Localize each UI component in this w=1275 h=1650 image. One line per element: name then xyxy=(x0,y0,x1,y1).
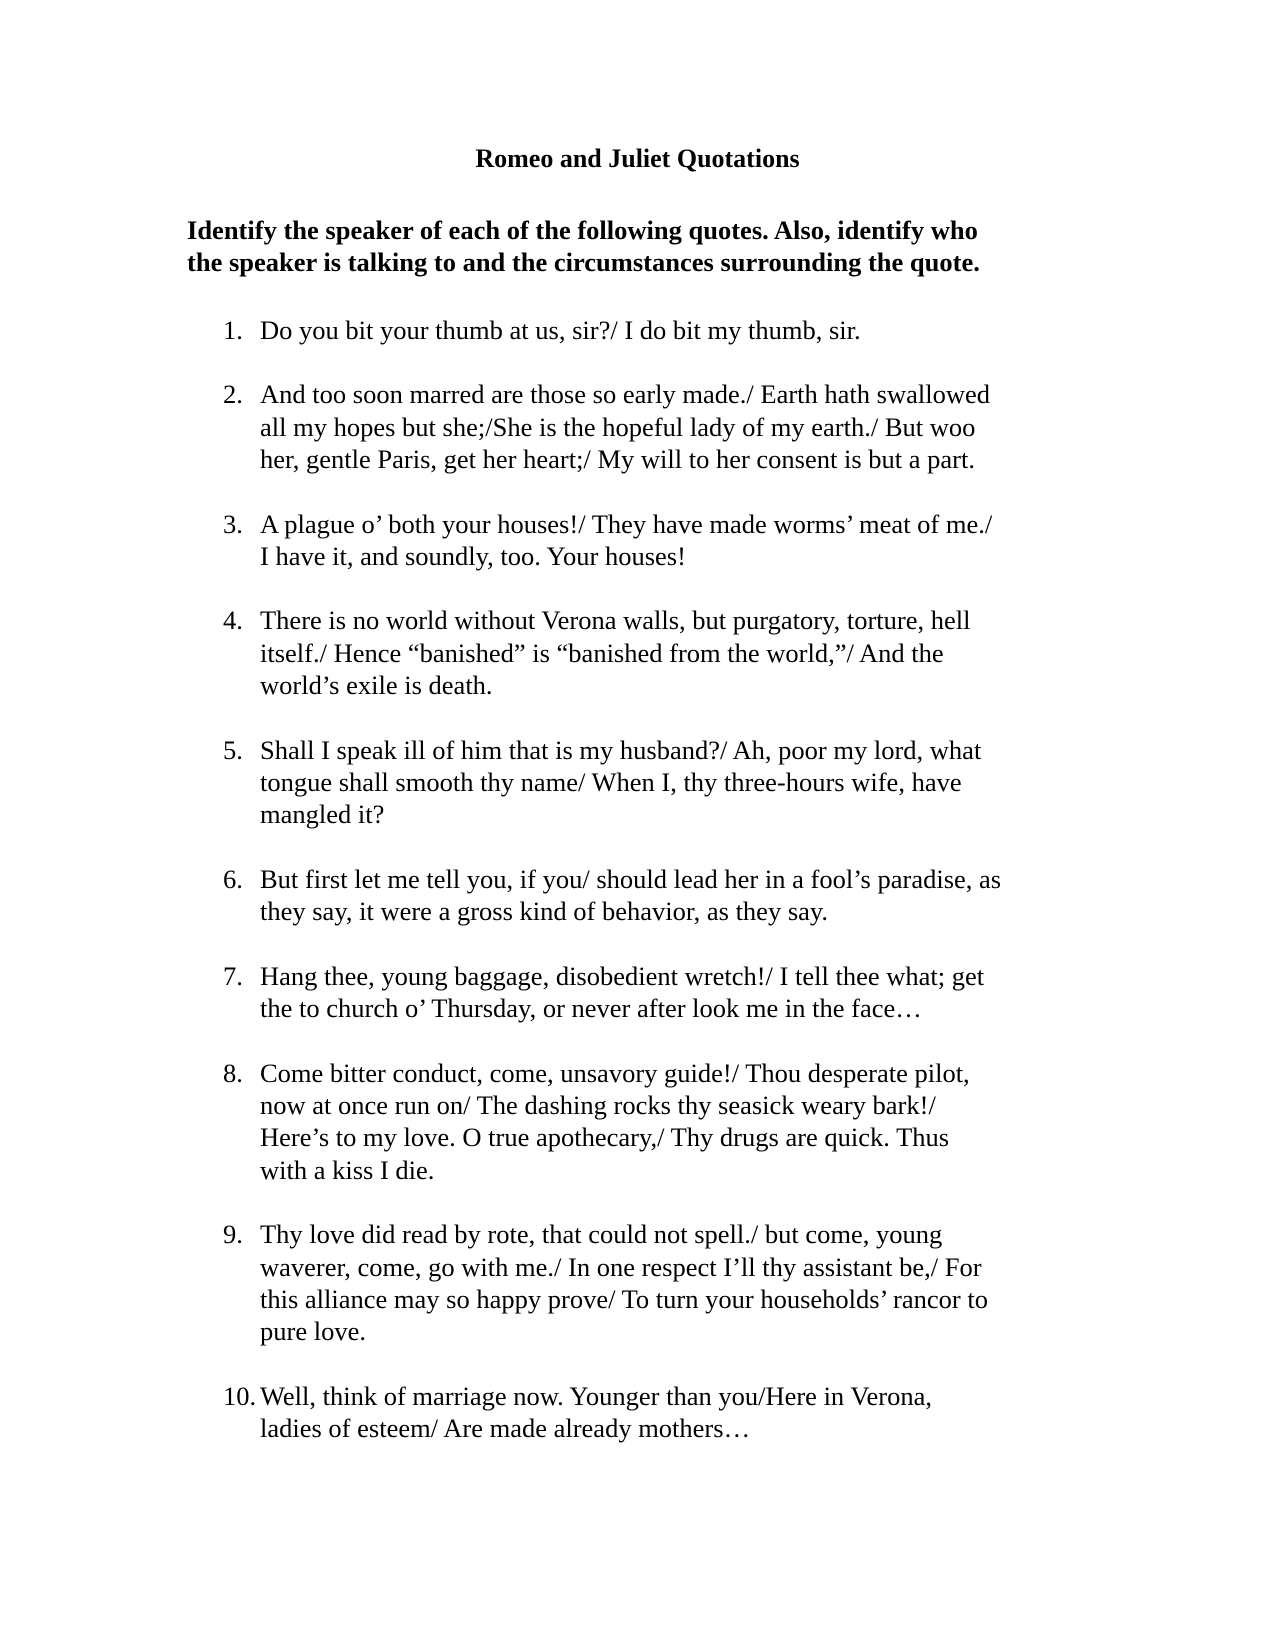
quote-line: mangled it? xyxy=(260,799,385,830)
instructions xyxy=(187,214,1087,278)
quote-line: world’s exile is death. xyxy=(260,670,493,701)
quote-line: Shall I speak ill of him that is my husband?/ Ah, poor my lord, what xyxy=(260,734,982,765)
quote-item xyxy=(0,1218,1060,1348)
quote-number: 3. xyxy=(223,508,243,539)
quote-item xyxy=(0,1057,1060,1187)
quote-text xyxy=(260,863,1060,928)
instructions-line: the speaker is talking to and the circumstances surrounding the quote. xyxy=(187,247,980,277)
quote-line: tongue shall smooth thy name/ When I, thy three-hours wife, have xyxy=(260,767,962,798)
quote-line: I have it, and soundly, too. Your houses! xyxy=(260,541,686,572)
quote-line: There is no world without Verona walls, but purgatory, torture, hell xyxy=(260,605,971,636)
quote-item xyxy=(0,863,1060,928)
quote-number: 7. xyxy=(223,960,243,991)
quote-line: And too soon marred are those so early made./ Earth hath swallowed xyxy=(260,379,991,410)
quote-line: waverer, come, go with me./ In one respect I’ll thy assistant be,/ For xyxy=(260,1251,982,1282)
quote-number: 4. xyxy=(223,605,243,636)
quote-line: Here’s to my love. O true apothecary,/ Thy drugs are quick. Thus xyxy=(260,1122,950,1153)
quote-line: itself./ Hence “banished” is “banished from the world,”/ And the xyxy=(260,637,944,668)
quote-line: with a kiss I die. xyxy=(260,1154,435,1185)
quote-line: Do you bit your thumb at us, sir?/ I do bit my thumb, sir. xyxy=(260,315,861,345)
quote-item xyxy=(0,604,1060,701)
quote-item xyxy=(0,314,1060,346)
quote-text xyxy=(260,314,1060,346)
quote-number: 6. xyxy=(223,863,243,894)
quote-number: 5. xyxy=(223,734,243,765)
quote-text xyxy=(260,1218,1060,1348)
quote-line: pure love. xyxy=(260,1316,366,1347)
quote-number: 8. xyxy=(223,1057,243,1088)
quote-line: her, gentle Paris, get her heart;/ My will to her consent is but a part. xyxy=(260,444,975,475)
quote-number: 9. xyxy=(223,1219,243,1250)
quote-line: they say, it were a gross kind of behavior, as they say. xyxy=(260,896,829,927)
quote-line: Well, think of marriage now. Younger than you/Here in Verona, xyxy=(260,1380,932,1411)
instructions-line: Identify the speaker of each of the following quotes. Also, identify who xyxy=(187,215,978,245)
quote-line: this alliance may so happy prove/ To turn your households’ rancor to xyxy=(260,1283,988,1314)
quote-line: Come bitter conduct, come, unsavory guide!/ Thou desperate pilot, xyxy=(260,1057,970,1088)
document-title: Romeo and Juliet Quotations xyxy=(475,144,800,173)
quote-item xyxy=(0,734,1060,831)
quote-line: Thy love did read by rote, that could not spell./ but come, young xyxy=(260,1219,943,1250)
quote-item xyxy=(0,378,1060,475)
quote-text xyxy=(260,1057,1060,1187)
quote-item xyxy=(0,508,1060,573)
quote-item xyxy=(0,1380,1060,1445)
quote-text xyxy=(260,378,1060,475)
quote-text xyxy=(260,734,1060,831)
quote-item xyxy=(0,960,1060,1025)
quote-text xyxy=(260,960,1060,1025)
quote-line: the to church o’ Thursday, or never after look me in the face… xyxy=(260,993,922,1024)
quote-number: 10. xyxy=(223,1380,257,1411)
quote-line: A plague o’ both your houses!/ They have made worms’ meat of me./ xyxy=(260,508,993,539)
quote-line: ladies of esteem/ Are made already mothers… xyxy=(260,1413,751,1444)
quote-number: 1. xyxy=(223,315,243,345)
quote-text xyxy=(260,508,1060,573)
quote-line: all my hopes but she;/She is the hopeful lady of my earth./ But woo xyxy=(260,411,976,442)
quote-line: But first let me tell you, if you/ should lead her in a fool’s paradise, as xyxy=(260,863,1002,894)
quote-text xyxy=(260,1380,1060,1445)
quote-text xyxy=(260,604,1060,701)
quote-line: now at once run on/ The dashing rocks thy seasick weary bark!/ xyxy=(260,1089,936,1120)
quote-line: Hang thee, young baggage, disobedient wretch!/ I tell thee what; get xyxy=(260,960,985,991)
quote-list xyxy=(0,314,1060,1477)
quote-number: 2. xyxy=(223,379,243,410)
